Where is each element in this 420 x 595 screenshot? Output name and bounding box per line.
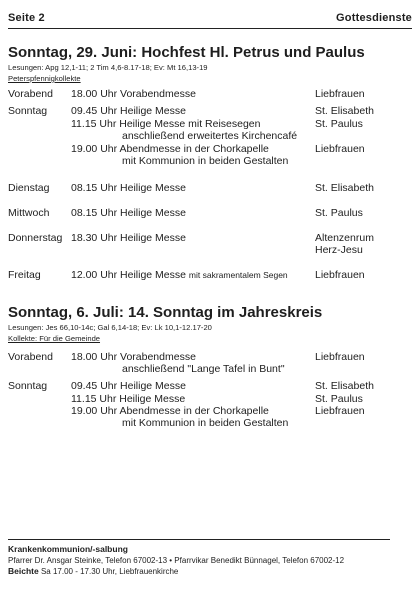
row-service: 19.00 Uhr Abendmesse in der Chorkapelle — [71, 405, 269, 417]
page-category: Gottesdienste — [336, 12, 412, 24]
row-location: Liebfrauen — [315, 143, 365, 155]
confession-label: Beichte — [8, 566, 39, 576]
row-location: St. Elisabeth — [315, 182, 374, 194]
row-day: Freitag — [8, 269, 41, 281]
readings: Lesungen: Apg 12,1-11; 2 Tim 4,6-8.17-18; Ev: Mt 16,13-19 — [8, 63, 208, 72]
row-service: 09.45 Uhr Heilige Messe — [71, 380, 186, 392]
row-service: 18.00 Uhr Vorabendmesse — [71, 88, 196, 100]
row-location: St. Paulus — [315, 118, 363, 130]
row-location-line2: Herz-Jesu — [315, 244, 363, 256]
row-service: 08.15 Uhr Heilige Messe — [71, 207, 186, 219]
row-service-detail: mit sakramentalem Segen — [188, 270, 288, 280]
row-day: Sonntag — [8, 105, 48, 117]
row-service: 19.00 Uhr Abendmesse in der Chorkapelle — [71, 143, 269, 155]
row-location: St. Paulus — [315, 207, 363, 219]
row-service: 18.00 Uhr Vorabendmesse — [71, 351, 196, 363]
row-location: Altenzenrum — [315, 232, 374, 244]
page-header — [8, 10, 412, 28]
footer-contacts: Pfarrer Dr. Ansgar Steinke, Telefon 67002-13 • Pfarrvikar Benedikt Bünnagel, Telefon 67002-12 — [8, 555, 345, 565]
collection: Peterspfennigkollekte — [8, 74, 81, 83]
row-day: Mittwoch — [8, 207, 50, 219]
row-day: Sonntag — [8, 380, 48, 392]
row-service: 08.15 Uhr Heilige Messe — [71, 182, 186, 194]
row-note: mit Kommunion in beiden Gestalten — [122, 155, 289, 167]
row-day: Dienstag — [8, 182, 50, 194]
row-note: mit Kommunion in beiden Gestalten — [122, 417, 289, 429]
row-note: anschließend erweitertes Kirchencafé — [122, 130, 298, 142]
row-service: 18.30 Uhr Heilige Messe — [71, 232, 186, 244]
readings: Lesungen: Jes 66,10-14c; Gal 6,14-18; Ev: Lk 10,1-12.17-20 — [8, 323, 212, 332]
row-location: Liebfrauen — [315, 269, 365, 281]
section-title: Sonntag, 29. Juni: Hochfest Hl. Petrus und Paulus — [8, 44, 365, 61]
row-day: Vorabend — [8, 88, 53, 100]
footer-heading: Krankenkommunion/-salbung — [8, 544, 128, 554]
row-location: St. Elisabeth — [315, 380, 374, 392]
row-location: Liebfrauen — [315, 88, 365, 100]
row-location: Liebfrauen — [315, 405, 365, 417]
page-number: Seite 2 — [8, 12, 45, 24]
header-divider — [8, 28, 412, 29]
row-day: Vorabend — [8, 351, 53, 363]
row-note: anschließend "Lange Tafel in Bunt" — [122, 363, 285, 375]
row-location: Liebfrauen — [315, 351, 365, 363]
footer-info — [8, 544, 344, 578]
row-service: 12.00 Uhr Heilige Messe — [71, 269, 186, 281]
row-day: Donnerstag — [8, 232, 63, 244]
row-location: St. Paulus — [315, 393, 363, 405]
section-title: Sonntag, 6. Juli: 14. Sonntag im Jahreskreis — [8, 304, 323, 321]
confession-time: Sa 17.00 - 17.30 Uhr, Liebfrauenkirche — [40, 567, 179, 576]
section-sunday-june-29 — [8, 44, 412, 84]
row-service: 11.15 Uhr Heilige Messe mit Reisesegen — [71, 118, 261, 130]
row-service: 11.15 Uhr Heilige Messe — [71, 393, 186, 405]
section-sunday-july-6 — [8, 304, 412, 344]
footer-divider — [8, 539, 390, 540]
row-service: 09.45 Uhr Heilige Messe — [71, 105, 186, 117]
row-location: St. Elisabeth — [315, 105, 374, 117]
row-service-wrap — [71, 269, 288, 282]
collection: Kollekte: Für die Gemeinde — [8, 334, 101, 343]
